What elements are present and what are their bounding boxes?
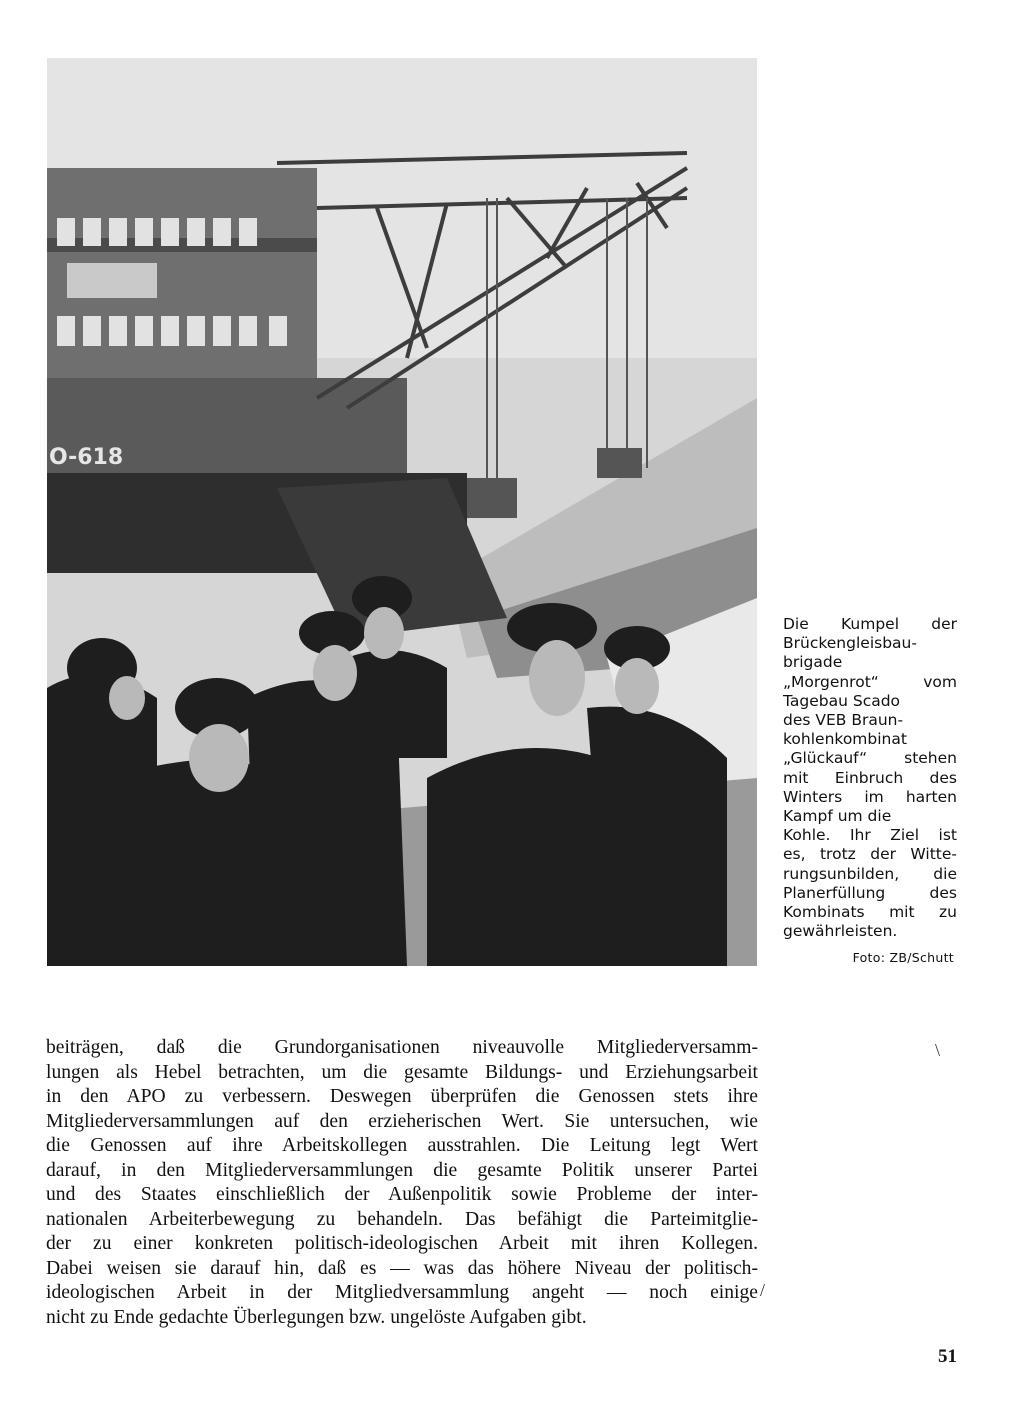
caption-line: Kampf um die <box>783 807 892 826</box>
body-line: nationalen Arbeiterbewegung zu behandeln. Das befähigt die Parteimitglie- <box>46 1208 758 1230</box>
photo-caption <box>783 615 957 941</box>
caption-line: Winters im harten <box>783 787 957 806</box>
body-line: und des Staates einschließlich der Außenpolitik sowie Probleme der inter- <box>46 1184 758 1205</box>
caption-line: Kombinats mit zu <box>783 903 957 922</box>
body-line: darauf, in den Mitgliederversammlungen die gesamte Politik unserer Partei <box>46 1159 758 1181</box>
body-line: nicht zu Ende gedachte Überlegungen bzw. ungelöste Aufgaben gibt. <box>46 1306 587 1328</box>
caption-line: Tagebau Scado <box>783 691 901 710</box>
photo-image <box>47 58 757 966</box>
excavator-miners-photo <box>47 58 757 966</box>
body-line: in den APO zu verbessern. Deswegen überprüfen die Genossen stets ihre <box>46 1086 758 1107</box>
caption-line: „Glückauf“ stehen <box>783 749 957 768</box>
margin-mark: \ <box>935 1040 941 1060</box>
caption-line: es, trotz der Witte- <box>783 845 957 864</box>
caption-line: kohlenkombinat <box>783 730 907 749</box>
body-line: Mitgliederversammlungen auf den erzieherischen Wert. Sie untersuchen, wie <box>46 1110 758 1132</box>
caption-line: brigade <box>783 653 843 672</box>
caption-line: „Morgenrot“ vom <box>783 672 957 691</box>
body-line: lungen als Hebel betrachten, um die gesamte Bildungs- und Erziehungsarbeit <box>46 1061 758 1083</box>
page-number: 51 <box>938 1346 957 1367</box>
body-line: ideologischen Arbeit in der Mitgliedversammlung angeht — noch einige <box>46 1282 758 1303</box>
body-line: Dabei weisen sie darauf hin, daß es — was das höhere Niveau der politisch- <box>46 1257 758 1279</box>
caption-line: Planerfüllung des <box>783 883 957 902</box>
caption-line: Brückengleisbau- <box>783 634 917 653</box>
caption-line: Kohle. Ihr Ziel ist <box>783 826 957 845</box>
margin-mark: / <box>760 1280 766 1300</box>
body-line: der zu einer konkreten politisch-ideologischen Arbeit mit ihren Kollegen. <box>46 1233 758 1254</box>
photo-credit: Foto: ZB/Schutt <box>852 950 954 965</box>
caption-line: Die Kumpel der <box>783 615 957 633</box>
body-line: beiträgen, daß die Grundorganisationen niveauvolle Mitgliederversamm- <box>46 1037 758 1058</box>
caption-line: rungsunbilden, die <box>783 864 957 883</box>
caption-line: mit Einbruch des <box>783 768 957 787</box>
body-line: die Genossen auf ihre Arbeitskollegen ausstrahlen. Die Leitung legt Wert <box>46 1135 758 1156</box>
caption-line: gewährleisten. <box>783 922 898 941</box>
crane-label: O-618 <box>49 445 124 470</box>
body-paragraph <box>46 1036 758 1330</box>
caption-line: des VEB Braun- <box>783 711 904 730</box>
